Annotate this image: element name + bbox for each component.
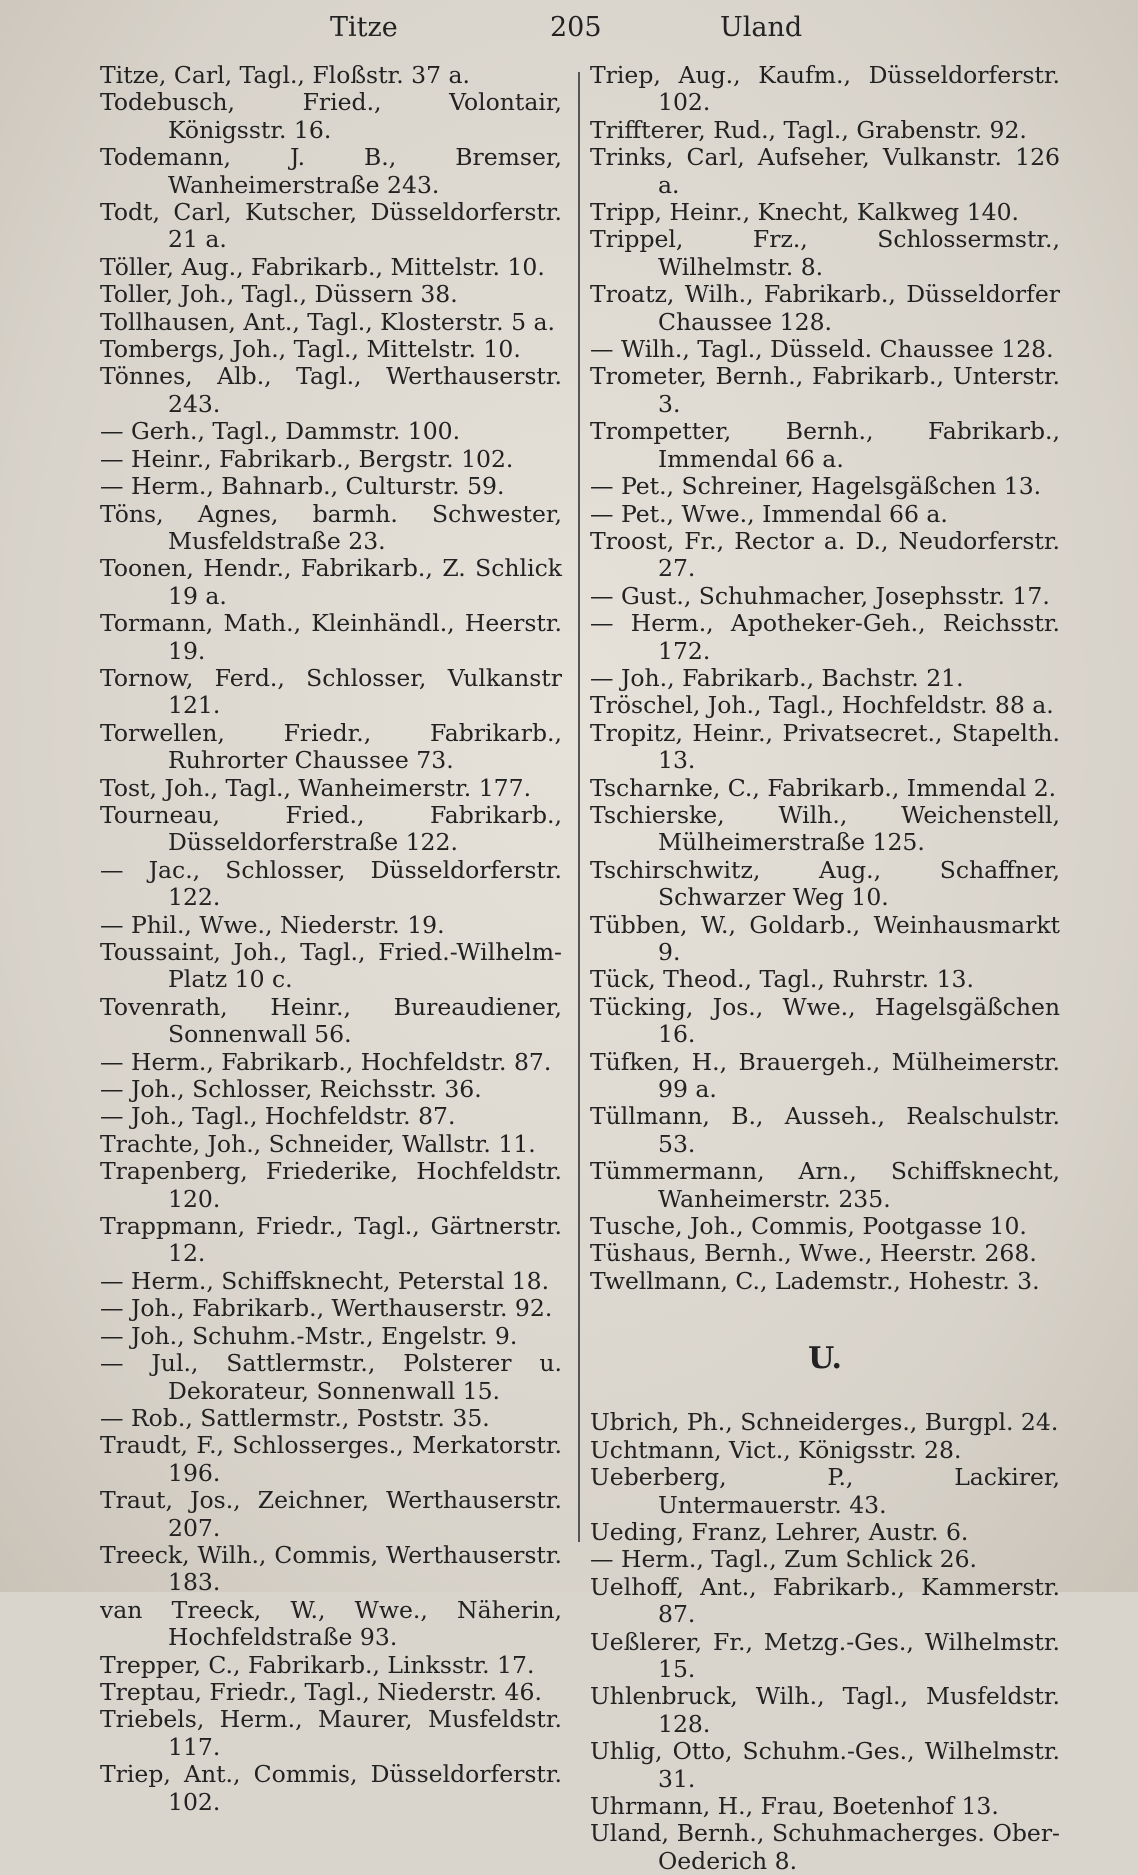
list-item: — Gerh., Tagl., Dammstr. 100. bbox=[100, 417, 461, 446]
header-last-name: Uland bbox=[720, 12, 803, 43]
list-item: Tönnes, Alb., Tagl., Werthauserstr. 243. bbox=[100, 362, 562, 418]
column-divider bbox=[578, 72, 580, 1542]
list-item: Tornow, Ferd., Schlosser, Vulkanstr 121. bbox=[100, 663, 562, 720]
list-item: Tümmermann, Arn., Schiffsknecht, Wanheimerstr. 235. bbox=[590, 1157, 1060, 1213]
page-number: 205 bbox=[550, 12, 602, 43]
list-item: Tripp, Heinr., Knecht, Kalkweg 140. bbox=[590, 198, 1020, 227]
list-item: Uchtmann, Vict., Königsstr. 28. bbox=[590, 1435, 962, 1464]
list-item: — Herm., Apotheker-Geh., Reichsstr. 172. bbox=[590, 609, 1060, 665]
list-item: Uhlenbruck, Wilh., Tagl., Musfeldstr. 128. bbox=[590, 1682, 1060, 1738]
list-item: Tück, Theod., Tagl., Ruhrstr. 13. bbox=[590, 965, 974, 994]
list-item: Tourneau, Fried., Fabrikarb., Düsseldorferstraße 122. bbox=[100, 800, 562, 857]
list-item: Treptau, Friedr., Tagl., Niederstr. 46. bbox=[100, 1677, 542, 1706]
list-item: Trepper, C., Fabrikarb., Linksstr. 17. bbox=[100, 1650, 535, 1679]
list-item: Troost, Fr., Rector a. D., Neudorferstr. 27. bbox=[590, 526, 1060, 583]
list-item: Uhrmann, H., Frau, Boetenhof 13. bbox=[590, 1791, 999, 1820]
list-item: Triep, Aug., Kaufm., Düsseldorferstr. 102. bbox=[590, 61, 1060, 117]
list-item: Todebusch, Fried., Volontair, Königsstr. 16. bbox=[100, 88, 562, 144]
list-item: — Herm., Fabrikarb., Hochfeldstr. 87. bbox=[100, 1047, 552, 1076]
list-item: Tüfken, H., Brauergeh., Mülheimerstr. 99 a. bbox=[590, 1047, 1060, 1104]
list-item: Uland, Bernh., Schuhmacherges. Ober-Oederich 8. bbox=[590, 1819, 1060, 1875]
list-item: — Wilh., Tagl., Düsseld. Chaussee 128. bbox=[590, 335, 1054, 364]
list-item: Torwellen, Friedr., Fabrikarb., Ruhrorter Chaussee 73. bbox=[100, 718, 562, 775]
list-item: Töller, Aug., Fabrikarb., Mittelstr. 10. bbox=[100, 252, 545, 281]
list-item: Traut, Jos., Zeichner, Werthauserstr. 207. bbox=[100, 1486, 562, 1542]
list-item: Triep, Ant., Commis, Düsseldorferstr. 102. bbox=[100, 1760, 562, 1816]
list-item: Tübben, W., Goldarb., Weinhausmarkt 9. bbox=[590, 910, 1060, 966]
list-item: — Joh., Fabrikarb., Bachstr. 21. bbox=[590, 663, 964, 692]
list-item: — Rob., Sattlermstr., Poststr. 35. bbox=[100, 1403, 490, 1432]
list-item: Toller, Joh., Tagl., Düssern 38. bbox=[100, 280, 458, 309]
list-item: Tschirschwitz, Aug., Schaffner, Schwarzer Weg 10. bbox=[590, 855, 1060, 912]
list-item: Trachte, Joh., Schneider, Wallstr. 11. bbox=[100, 1129, 536, 1158]
list-item: Todemann, J. B., Bremser, Wanheimerstraße 243. bbox=[100, 143, 562, 199]
list-item: Uelhoff, Ant., Fabrikarb., Kammerstr. 87. bbox=[590, 1572, 1060, 1629]
list-item: Tost, Joh., Tagl., Wanheimerstr. 177. bbox=[100, 773, 532, 802]
list-item: Tollhausen, Ant., Tagl., Klosterstr. 5 a. bbox=[100, 307, 556, 336]
list-item: — Phil., Wwe., Niederstr. 19. bbox=[100, 910, 445, 939]
list-item: Tormann, Math., Kleinhändl., Heerstr. 19. bbox=[100, 609, 562, 665]
list-item: — Jac., Schlosser, Düsseldorferstr. 122. bbox=[100, 855, 562, 912]
list-item: Troatz, Wilh., Fabrikarb., Düsseldorfer Chaussee 128. bbox=[590, 280, 1060, 336]
list-item: Tombergs, Joh., Tagl., Mittelstr. 10. bbox=[100, 335, 521, 364]
list-item: Trappmann, Friedr., Tagl., Gärtnerstr. 12. bbox=[100, 1212, 562, 1268]
list-item: Triffterer, Rud., Tagl., Grabenstr. 92. bbox=[590, 115, 1027, 144]
list-item: Titze, Carl, Tagl., Floßstr. 37 a. bbox=[100, 61, 470, 89]
list-item: Ueding, Franz, Lehrer, Austr. 6. bbox=[590, 1517, 969, 1546]
list-item: — Gust., Schuhmacher, Josephsstr. 17. bbox=[590, 581, 1050, 610]
list-item: Ueßlerer, Fr., Metzg.-Ges., Wilhelmstr. 15. bbox=[590, 1627, 1060, 1683]
list-item: Tscharnke, C., Fabrikarb., Immendal 2. bbox=[590, 773, 1057, 802]
list-item: Toonen, Hendr., Fabrikarb., Z. Schlick 19 a. bbox=[100, 554, 562, 610]
list-item: Tüllmann, B., Ausseh., Realschulstr. 53. bbox=[590, 1102, 1060, 1158]
list-item: — Pet., Schreiner, Hagelsgäßchen 13. bbox=[590, 472, 1042, 501]
list-item: — Herm., Bahnarb., Culturstr. 59. bbox=[100, 472, 505, 501]
list-item: Trippel, Frz., Schlossermstr., Wilhelmstr. 8. bbox=[590, 225, 1060, 281]
list-item: Twellmann, C., Lademstr., Hohestr. 3. bbox=[590, 1266, 1040, 1295]
list-item: Ueberberg, P., Lackirer, Untermauerstr. 43. bbox=[590, 1463, 1060, 1519]
list-item: Triebels, Herm., Maurer, Musfeldstr. 117. bbox=[100, 1705, 562, 1761]
list-item: Trinks, Carl, Aufseher, Vulkanstr. 126 a. bbox=[590, 143, 1060, 199]
section-heading-u: U. bbox=[808, 1341, 842, 1377]
list-item: Tüshaus, Bernh., Wwe., Heerstr. 268. bbox=[590, 1239, 1037, 1268]
list-item: — Joh., Schuhm.-Mstr., Engelstr. 9. bbox=[100, 1321, 518, 1350]
list-item: Trapenberg, Friederike, Hochfeldstr. 120. bbox=[100, 1157, 562, 1213]
list-item: Tropitz, Heinr., Privatsecret., Stapelth. 13. bbox=[590, 718, 1060, 775]
list-item: — Joh., Tagl., Hochfeldstr. 87. bbox=[100, 1102, 456, 1131]
page-header bbox=[100, 12, 1060, 52]
list-item: Tröschel, Joh., Tagl., Hochfeldstr. 88 a. bbox=[590, 691, 1054, 720]
list-item: — Pet., Wwe., Immendal 66 a. bbox=[590, 499, 948, 528]
list-item: — Herm., Tagl., Zum Schlick 26. bbox=[590, 1545, 978, 1574]
right-column bbox=[590, 62, 1060, 1875]
list-item: Traudt, F., Schlosserges., Merkatorstr. 196. bbox=[100, 1431, 562, 1487]
list-item: Toussaint, Joh., Tagl., Fried.-Wilhelm-Platz 10 c. bbox=[100, 938, 562, 994]
list-item: Tusche, Joh., Commis, Pootgasse 10. bbox=[590, 1212, 1027, 1241]
list-item: Töns, Agnes, barmh. Schwester, Musfeldstraße 23. bbox=[100, 499, 562, 555]
list-item: — Heinr., Fabrikarb., Bergstr. 102. bbox=[100, 444, 514, 473]
header-first-name: Titze bbox=[330, 12, 398, 43]
list-item: Todt, Carl, Kutscher, Düsseldorferstr. 21 a. bbox=[100, 198, 562, 254]
list-item: Tschierske, Wilh., Weichenstell, Mülheimerstraße 125. bbox=[590, 800, 1060, 857]
list-item: Trometer, Bernh., Fabrikarb., Unterstr. 3. bbox=[590, 362, 1060, 418]
list-item: Tovenrath, Heinr., Bureaudiener, Sonnenwall 56. bbox=[100, 992, 562, 1049]
list-item: Treeck, Wilh., Commis, Werthauserstr. 183. bbox=[100, 1540, 562, 1597]
list-item: Trompetter, Bernh., Fabrikarb., Immendal 66 a. bbox=[590, 417, 1060, 473]
list-item: — Joh., Schlosser, Reichsstr. 36. bbox=[100, 1075, 482, 1104]
list-item: van Treeck, W., Wwe., Näherin, Hochfeldstraße 93. bbox=[100, 1595, 562, 1652]
list-item: — Jul., Sattlermstr., Polsterer u. Dekorateur, Sonnenwall 15. bbox=[100, 1349, 562, 1405]
list-item: Uhlig, Otto, Schuhm.-Ges., Wilhelmstr. 31. bbox=[590, 1737, 1060, 1793]
left-column bbox=[100, 62, 562, 1816]
list-item: Ubrich, Ph., Schneiderges., Burgpl. 24. bbox=[590, 1408, 1059, 1437]
list-item: — Joh., Fabrikarb., Werthauserstr. 92. bbox=[100, 1294, 553, 1323]
list-item: Tücking, Jos., Wwe., Hagelsgäßchen 16. bbox=[590, 992, 1060, 1049]
list-item: — Herm., Schiffsknecht, Peterstal 18. bbox=[100, 1266, 550, 1295]
